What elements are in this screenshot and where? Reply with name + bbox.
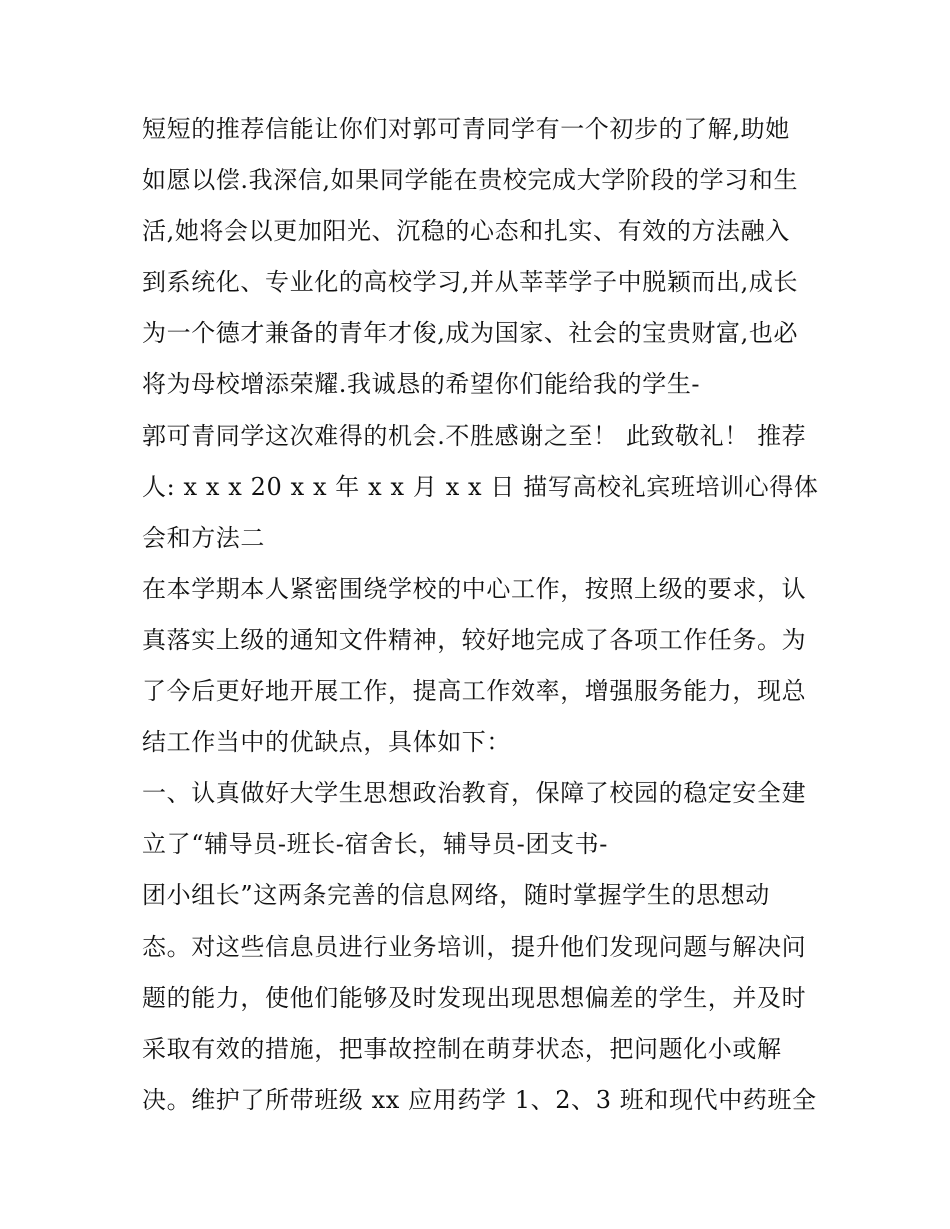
text-line: 在本学期本人紧密围绕学校的中心工作，按照上级的要求，认 [142,574,807,603]
text-line: 真落实上级的通知文件精神，较好地完成了各项工作任务。为 [142,625,807,654]
text-line: 郭可青同学这次难得的机会.不胜感谢之至！ 此致敬礼！ 推荐 [142,421,807,450]
text-line: 一、认真做好大学生思想政治教育，保障了校园的稳定安全建 [142,779,807,808]
text-line: 题的能力，使他们能够及时发现出现思想偏差的学生，并及时 [142,983,807,1012]
text-line: 人: x x x 20 x x 年 x x 月 x x 日 描写高校礼宾班培训心得体 [142,472,819,501]
text-line: 将为母校增添荣耀.我诚恳的希望你们能给我的学生- [142,370,701,399]
text-line: 到系统化、专业化的高校学习,并从莘莘学子中脱颖而出,成长 [142,268,799,297]
text-line: 会和方法二 [142,523,265,552]
text-line: 决。维护了所带班级 xx 应用药学 1、2、3 班和现代中药班全 [142,1085,817,1114]
body-text [142,104,822,1126]
text-line: 立了“辅导员-班长-宿舍长，辅导员-团支书- [142,830,608,859]
text-line: 采取有效的措施，把事故控制在萌芽状态，把问题化小或解 [142,1034,782,1063]
text-line: 了今后更好地开展工作，提高工作效率，增强服务能力，现总 [142,677,807,706]
text-line: 团小组长”这两条完善的信息网络，随时掌握学生的思想动 [142,881,770,910]
text-line: 结工作当中的优缺点，具体如下： [142,728,511,757]
text-line: 为一个德才兼备的青年才俊,成为国家、社会的宝贵财富,也必 [142,319,799,348]
text-line: 如愿以偿.我深信,如果同学能在贵校完成大学阶段的学习和生 [142,166,799,195]
text-line: 短短的推荐信能让你们对郭可青同学有一个初步的了解,助她 [142,115,790,143]
text-line: 态。对这些信息员进行业务培训，提升他们发现问题与解决问 [142,932,807,961]
text-line: 活,她将会以更加阳光、沉稳的心态和扎实、有效的方法融入 [142,217,790,246]
